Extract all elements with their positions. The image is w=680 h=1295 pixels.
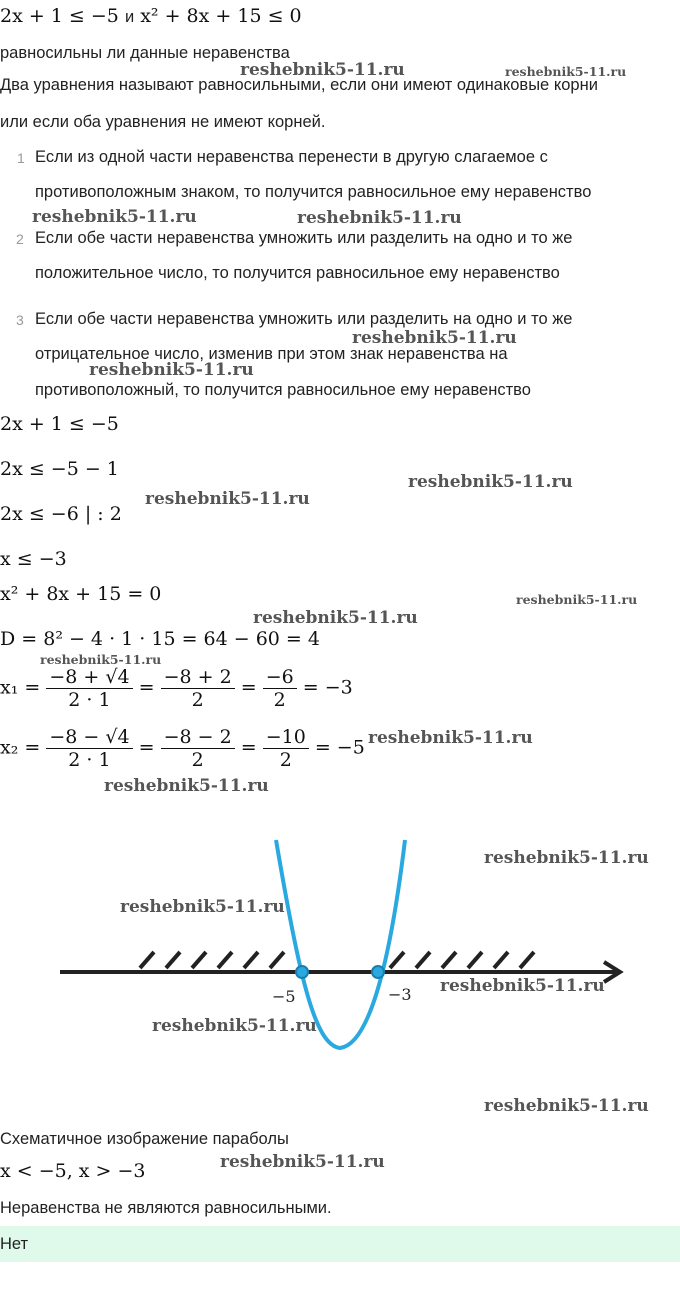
watermark: reshebnik5-11.ru: [297, 208, 462, 228]
root-point-right: [372, 966, 384, 978]
root-x1: [0, 666, 353, 711]
denominator: 2: [191, 689, 204, 711]
fraction: [263, 666, 297, 711]
watermark: reshebnik5-11.ru: [152, 1016, 317, 1036]
denominator: 2 · 1: [68, 689, 111, 711]
equals-sign: =: [138, 736, 155, 759]
task-statement: [0, 5, 302, 27]
step-4: x ≤ −3: [0, 548, 67, 570]
watermark: reshebnik5-11.ru: [220, 1152, 385, 1172]
fraction: [46, 666, 132, 711]
watermark: reshebnik5-11.ru: [40, 652, 162, 667]
conjunction: и: [124, 8, 135, 26]
inequality-1: 2x + 1 ≤ −5: [0, 5, 119, 27]
rule-3-line-1: Если обе части неравенства умножить или разделить на одно и то же: [35, 310, 573, 328]
watermark: reshebnik5-11.ru: [484, 848, 649, 868]
quadratic-equation: x² + 8x + 15 = 0: [0, 583, 162, 605]
watermark: reshebnik5-11.ru: [120, 897, 285, 917]
equals-sign: =: [240, 676, 257, 699]
answer-box: [0, 1226, 680, 1262]
rule-3-line-2: отрицательное число, изменив при этом знак неравенства на: [35, 345, 508, 363]
conclusion-text: Неравенства не являются равносильными.: [0, 1199, 332, 1217]
rule-2-line-2: положительное число, то получится равносильное ему неравенство: [35, 264, 560, 282]
watermark: reshebnik5-11.ru: [89, 360, 254, 380]
equals-sign: =: [138, 676, 155, 699]
answer-text: Нет: [0, 1235, 29, 1253]
rule-2-line-1: Если обе части неравенства умножить или разделить на одно и то же: [35, 229, 573, 247]
watermark: reshebnik5-11.ru: [104, 776, 269, 796]
rule-1-line-2: противоположным знаком, то получится равносильное ему неравенство: [35, 183, 592, 201]
root-point-left: [296, 966, 308, 978]
definition-line-2: или если оба уравнения не имеют корней.: [0, 113, 326, 131]
inequality-2: x² + 8x + 15 ≤ 0: [140, 5, 302, 27]
step-2: 2x ≤ −5 − 1: [0, 458, 119, 480]
numerator: −10: [263, 726, 309, 749]
numerator: −8 + √4: [46, 666, 132, 689]
watermark: reshebnik5-11.ru: [352, 328, 517, 348]
definition-line-1: Два уравнения называют равносильными, если они имеют одинаковые корни: [0, 76, 598, 94]
watermark: reshebnik5-11.ru: [368, 728, 533, 748]
solution-set: x < −5, x > −3: [0, 1160, 146, 1182]
x2-result: = −5: [314, 736, 365, 759]
discriminant: D = 8² − 4 · 1 · 15 = 64 − 60 = 4: [0, 628, 320, 650]
step-3: 2x ≤ −6 | : 2: [0, 503, 122, 525]
hatching-left: [140, 952, 284, 968]
watermark: reshebnik5-11.ru: [505, 64, 627, 79]
rule-3-line-3: противоположный, то получится равносильное ему неравенство: [35, 381, 531, 399]
numerator: −6: [263, 666, 297, 689]
fraction: [46, 726, 132, 771]
rule-number: 2: [16, 231, 24, 247]
watermark: reshebnik5-11.ru: [145, 489, 310, 509]
tick-label-left: −5: [272, 987, 296, 1006]
watermark: reshebnik5-11.ru: [32, 207, 197, 227]
watermark: reshebnik5-11.ru: [484, 1096, 649, 1116]
rule-1-line-1: Если из одной части неравенства перенести в другую слагаемое с: [35, 148, 548, 166]
watermark: reshebnik5-11.ru: [516, 592, 638, 607]
x1-result: = −3: [302, 676, 353, 699]
graph-caption: Схематичное изображение параболы: [0, 1130, 289, 1148]
watermark: reshebnik5-11.ru: [240, 60, 405, 80]
denominator: 2: [273, 689, 286, 711]
fraction: [161, 726, 235, 771]
numerator: −8 + 2: [161, 666, 235, 689]
fraction: [161, 666, 235, 711]
x1-label: x₁ =: [0, 676, 41, 699]
step-1: 2x + 1 ≤ −5: [0, 413, 119, 435]
denominator: 2: [191, 749, 204, 771]
watermark: reshebnik5-11.ru: [253, 608, 418, 628]
rule-number: 1: [17, 150, 25, 166]
watermark: reshebnik5-11.ru: [440, 976, 605, 996]
equals-sign: =: [240, 736, 257, 759]
root-x2: [0, 726, 365, 771]
denominator: 2: [279, 749, 292, 771]
watermark: reshebnik5-11.ru: [408, 472, 573, 492]
numerator: −8 − 2: [161, 726, 235, 749]
hatching-right: [390, 952, 534, 968]
fraction: [263, 726, 309, 771]
x2-label: x₂ =: [0, 736, 41, 759]
numerator: −8 − √4: [46, 726, 132, 749]
tick-label-right: −3: [388, 985, 412, 1004]
rule-number: 3: [16, 312, 24, 328]
question-text: равносильны ли данные неравенства: [0, 44, 290, 62]
denominator: 2 · 1: [68, 749, 111, 771]
